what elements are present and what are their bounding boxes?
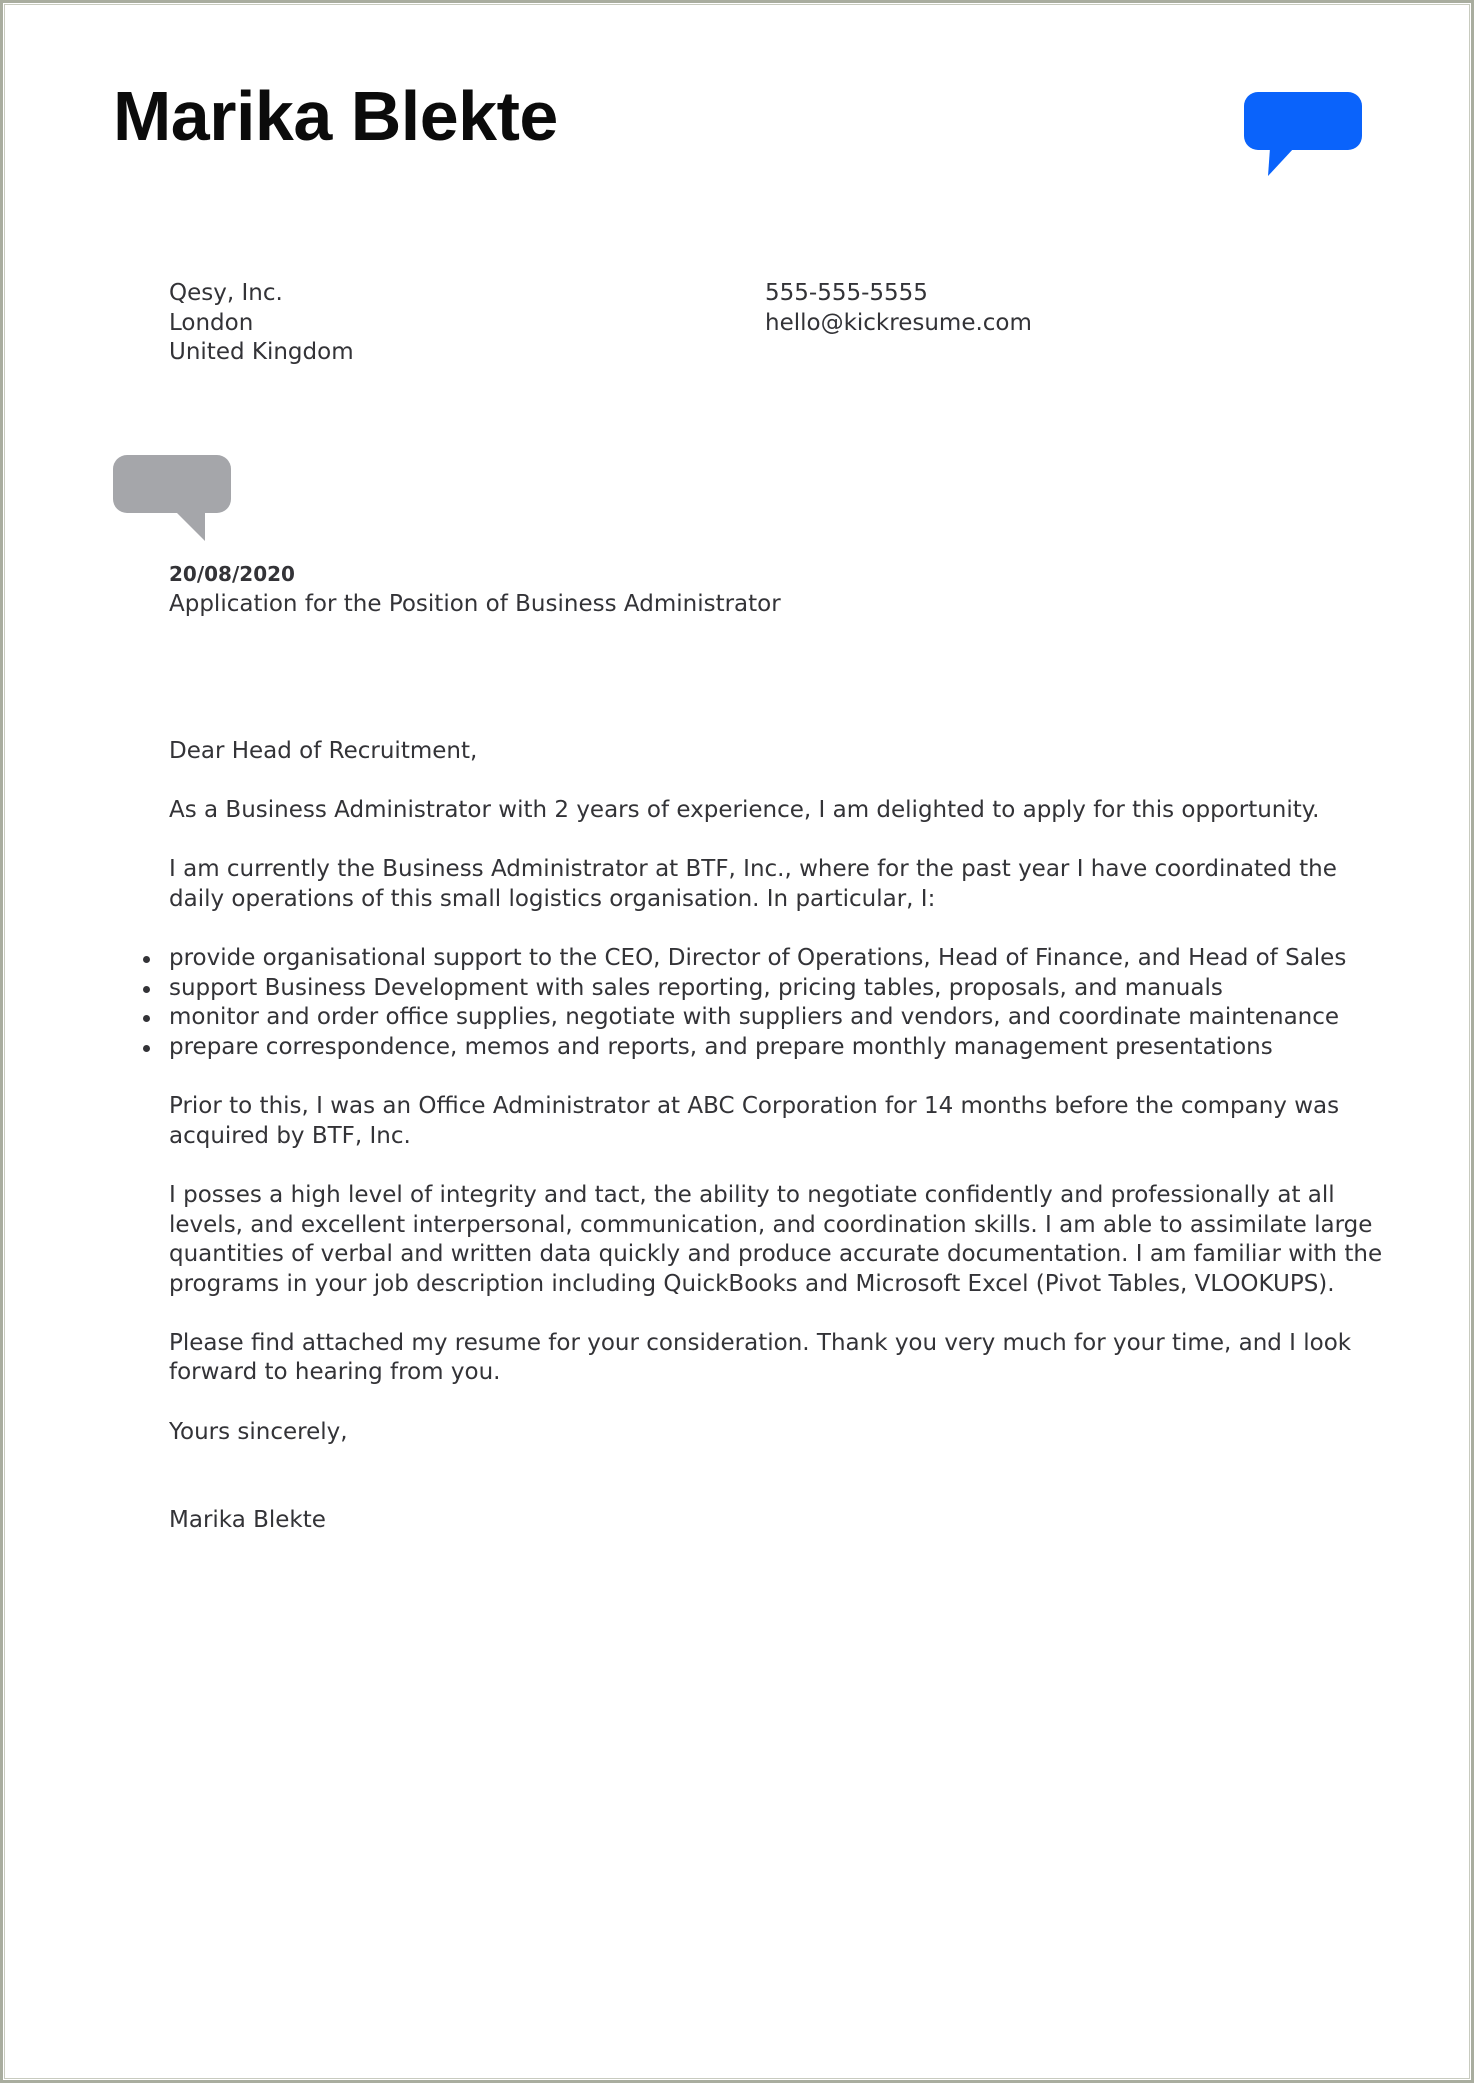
speech-bubble-body bbox=[1244, 92, 1362, 150]
intro-paragraph: As a Business Administrator with 2 years of experience, I am delighted to apply for this opportunity. bbox=[169, 797, 1320, 824]
applicant-name: Marika Blekte bbox=[113, 77, 558, 155]
letter-body bbox=[169, 737, 1383, 1566]
recipient-country: United Kingdom bbox=[169, 339, 354, 366]
current-role-line: daily operations of this small logistics organisation. In particular, I: bbox=[169, 885, 936, 912]
salutation: Dear Head of Recruitment, bbox=[169, 738, 478, 764]
closing-line: Please find attached my resume for your consideration. Thank you very much for your time, and I look bbox=[169, 1329, 1352, 1356]
letter-subject: Application for the Position of Business Administrator bbox=[169, 591, 781, 617]
duties-list bbox=[169, 944, 1369, 1062]
phone-number: 555-555-5555 bbox=[765, 280, 928, 306]
closing-line: forward to hearing from you. bbox=[169, 1359, 501, 1386]
closing-paragraph bbox=[169, 1329, 1369, 1388]
skills-line: quantities of verbal and written data quickly and produce accurate documentation. I am familiar with the bbox=[169, 1241, 1383, 1268]
skills-paragraph bbox=[169, 1181, 1383, 1299]
speech-bubble-icon bbox=[1244, 92, 1362, 178]
current-role-paragraph bbox=[169, 855, 1369, 914]
recipient-company: Qesy, Inc. bbox=[169, 280, 283, 306]
signature-spacer bbox=[169, 1477, 1369, 1507]
list-item: support Business Development with sales reporting, pricing tables, proposals, and manuals bbox=[169, 974, 1369, 1004]
skills-line: levels, and excellent interpersonal, communication, and coordination skills. I am able to assimilate large bbox=[169, 1211, 1373, 1238]
signature-name: Marika Blekte bbox=[169, 1507, 326, 1534]
list-item: provide organisational support to the CEO, Director of Operations, Head of Finance, and Head of Sales bbox=[169, 944, 1369, 974]
current-role-line: I am currently the Business Administrator at BTF, Inc., where for the past year I have coordinated the bbox=[169, 856, 1337, 883]
list-item: monitor and order office supplies, negotiate with suppliers and vendors, and coordinate maintenance bbox=[169, 1003, 1369, 1033]
recipient-address bbox=[169, 279, 354, 368]
list-item: prepare correspondence, memos and reports, and prepare monthly management presentations bbox=[169, 1033, 1369, 1063]
letter-date: 20/08/2020 bbox=[169, 562, 295, 586]
skills-line: I posses a high level of integrity and tact, the ability to negotiate confidently and professionally at all bbox=[169, 1181, 1335, 1208]
prior-role-line: acquired by BTF, Inc. bbox=[169, 1122, 411, 1149]
prior-role-line: Prior to this, I was an Office Administrator at ABC Corporation for 14 months before the company was bbox=[169, 1093, 1340, 1120]
prior-role-paragraph bbox=[169, 1092, 1369, 1151]
sender-contact bbox=[765, 279, 1032, 338]
gray-bubble-body bbox=[113, 455, 231, 513]
skills-line: programs in your job description including QuickBooks and Microsoft Excel (Pivot Tables, VLOOKUPS). bbox=[169, 1270, 1335, 1297]
speech-bubble-gray-icon bbox=[113, 455, 231, 541]
signoff: Yours sincerely, bbox=[169, 1418, 348, 1445]
speech-bubble-tail bbox=[1268, 148, 1294, 176]
email-address: hello@kickresume.com bbox=[765, 309, 1032, 336]
recipient-city: London bbox=[169, 309, 254, 336]
gray-bubble-tail bbox=[175, 511, 205, 541]
